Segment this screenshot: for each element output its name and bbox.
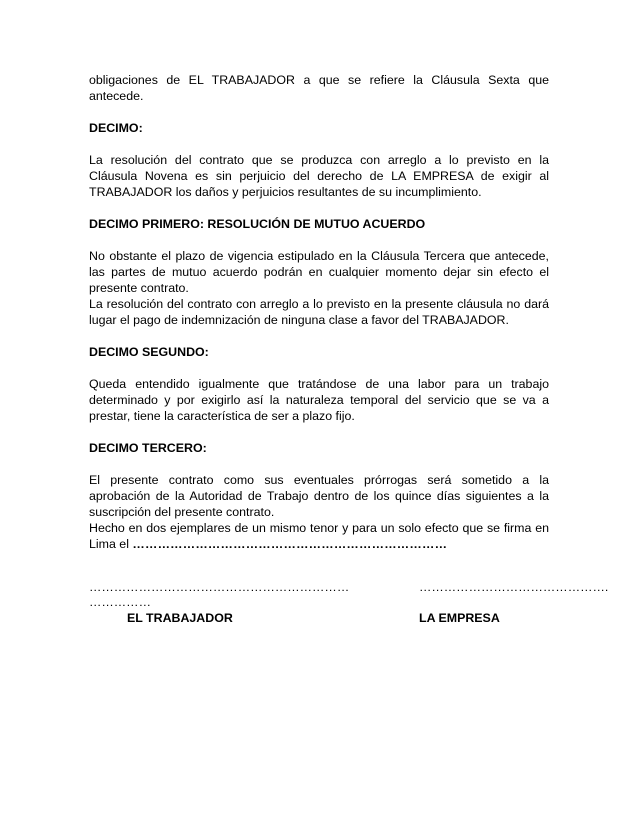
- decimo-primero-paragraph: [89, 248, 549, 328]
- heading-decimo-tercero: DECIMO TERCERO:: [89, 441, 207, 455]
- contract-body: [89, 72, 549, 552]
- decimo-segundo-line-2: determinado y por exigirlo así la naturaleza temporal del servicio que se va a: [89, 393, 549, 407]
- intro-paragraph: [89, 72, 549, 104]
- decimo-line-1: La resolución del contrato que se produzca con arreglo a lo previsto en la: [89, 153, 549, 167]
- decimo-segundo-line-3: prestar, tiene la característica de ser a plazo fijo.: [89, 409, 355, 423]
- decimo-primero-line-4: La resolución del contrato con arreglo a lo previsto en la presente cláusula no dará: [89, 297, 549, 311]
- decimo-primero-line-5: lugar el pago de indemnización de ninguna clase a favor del TRABAJADOR.: [89, 313, 509, 327]
- heading-decimo-segundo: DECIMO SEGUNDO:: [89, 345, 209, 359]
- intro-line-1: obligaciones de EL TRABAJADOR a que se refiere la Cláusula Sexta que: [89, 73, 549, 87]
- decimo-primero-line-1: No obstante el plazo de vigencia estipulado en la Cláusula Tercera que antecede,: [89, 249, 549, 263]
- decimo-line-2: Cláusula Novena es sin perjuicio del derecho de LA EMPRESA de exigir al: [89, 169, 549, 183]
- worker-signature-label: EL TRABAJADOR: [127, 611, 233, 625]
- heading-decimo: DECIMO:: [89, 121, 143, 135]
- place-prefix: Lima el: [89, 537, 133, 551]
- decimo-line-3: TRABAJADOR los daños y perjuicios resultantes de su incumplimiento.: [89, 185, 482, 199]
- decimo-tercero-line-1: El presente contrato como sus eventuales prórrogas será sometido a la: [89, 473, 549, 487]
- intro-line-2: antecede.: [89, 89, 144, 103]
- decimo-primero-line-2: las partes de mutuo acuerdo podrán en cualquier momento dejar sin efecto el: [89, 265, 549, 279]
- decimo-tercero-paragraph: [89, 472, 549, 552]
- company-signature-line: ……………………………………….: [419, 580, 609, 594]
- date-blank-dots: …………………………………………………………………: [132, 537, 448, 551]
- company-signature-label: LA EMPRESA: [419, 611, 500, 625]
- worker-signature-line-cont: ……………: [89, 595, 151, 609]
- heading-decimo-primero: DECIMO PRIMERO: RESOLUCIÓN DE MUTUO ACUERDO: [89, 217, 426, 231]
- decimo-tercero-line-4: Hecho en dos ejemplares de un mismo tenor y para un solo efecto que se firma en: [89, 521, 549, 535]
- decimo-tercero-line-3: suscripción del presente contrato.: [89, 505, 275, 519]
- worker-signature-line: ………………………………………………………: [89, 580, 350, 594]
- place-date-line: [89, 536, 549, 552]
- decimo-paragraph: [89, 152, 549, 200]
- decimo-segundo-paragraph: [89, 376, 549, 424]
- decimo-primero-line-3: presente contrato.: [89, 281, 189, 295]
- decimo-tercero-line-2: aprobación de la Autoridad de Trabajo dentro de los quince días siguientes a la: [89, 489, 549, 503]
- decimo-segundo-line-1: Queda entendido igualmente que tratándose de una labor para un trabajo: [89, 377, 549, 391]
